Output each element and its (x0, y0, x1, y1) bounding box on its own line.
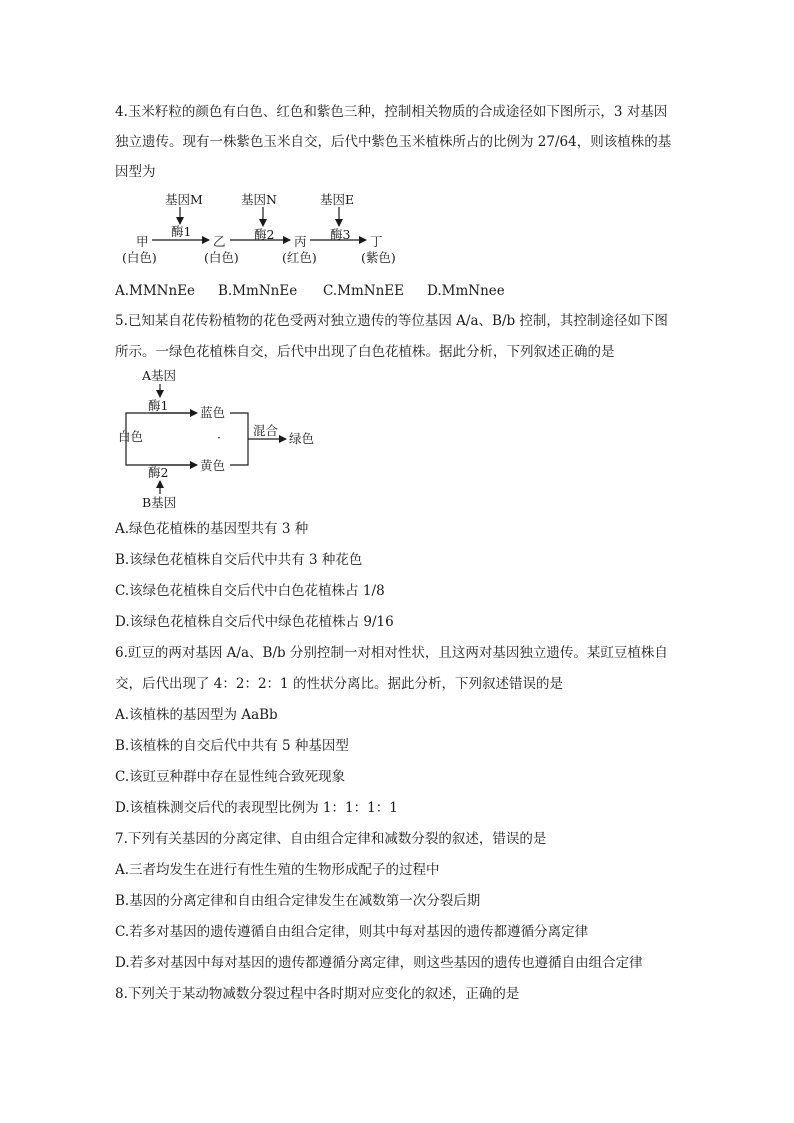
q4-stem-line2: 独立遗传。现有一株紫色玉米自交，后代中紫色玉米植株所占的比例为 27/64，则该植株的基 (115, 134, 672, 150)
q5-option-d: D.该绿色花植株自交后代中绿色花植株占 9/16 (115, 614, 394, 630)
q5-enzyme1-label: 酶1 (148, 398, 169, 413)
q4-option-b: B.MmNnEe (218, 283, 298, 299)
q5-center-dot: · (217, 430, 221, 445)
q4-node-yi: 乙 (213, 234, 226, 249)
q5-yellow-label: 黄色 (200, 458, 226, 473)
q5-white-label: 白色 (118, 429, 144, 444)
q6-stem-line1: 6.豇豆的两对基因 A/a、B/b 分别控制一对相对性状，且这两对基因独立遗传。某豇豆植株自 (115, 645, 668, 661)
q4-option-c: C.MmNnEE (323, 283, 404, 299)
q4-node-bing: 丙 (294, 234, 307, 249)
q4-node-jia: 甲 (136, 234, 149, 249)
q5-gene-b-label: B基因 (142, 495, 177, 510)
q6-option-c: C.该豇豆种群中存在显性纯合致死现象 (115, 769, 346, 785)
q4-bing-color: (红色) (282, 250, 317, 265)
q4-gene-e-label: 基因E (320, 192, 355, 207)
q7-option-c: C.若多对基因的遗传遵循自由组合定律，则其中每对基因的遗传都遵循分离定律 (115, 924, 589, 940)
q4-ding-color: (紫色) (361, 250, 396, 265)
q4-jia-color: (白色) (122, 250, 157, 265)
q6-option-b: B.该植株的自交后代中共有 5 种基因型 (115, 738, 349, 754)
q4-yi-color: (白色) (204, 250, 239, 265)
q7-stem-line1: 7.下列有关基因的分离定律、自由组合定律和减数分裂的叙述，错误的是 (115, 831, 547, 847)
q4-enzyme3-label: 酶3 (330, 227, 351, 242)
q5-green-label: 绿色 (289, 431, 315, 446)
q4-node-ding: 丁 (370, 234, 383, 249)
q4-option-a: A.MMNnEe (115, 283, 196, 299)
q6-option-a: A.该植株的基因型为 AaBb (115, 707, 278, 723)
q7-option-b: B.基因的分离定律和自由组合定律发生在减数第一次分裂后期 (115, 893, 481, 909)
q7-option-d: D.若多对基因中每对基因的遗传都遵循分离定律，则这些基因的遗传也遵循自由组合定律 (115, 955, 643, 971)
q4-gene-n-label: 基因N (241, 192, 277, 207)
q4-stem-line3: 因型为 (115, 164, 156, 180)
q6-stem-line2: 交，后代出现了 4：2：2：1 的性状分离比。据此分析，下列叙述错误的是 (115, 676, 563, 692)
q4-option-d: D.MmNnee (427, 283, 505, 299)
q5-option-b: B.该绿色花植株自交后代中共有 3 种花色 (115, 552, 363, 568)
q4-enzyme2-label: 酶2 (254, 227, 275, 242)
q5-stem-line2: 所示。一绿色花植株自交，后代中出现了白色花植株。据此分析，下列叙述正确的是 (115, 344, 615, 360)
q7-option-a: A.三者均发生在进行有性生殖的生物形成配子的过程中 (115, 862, 440, 878)
q4-pathway-diagram (0, 0, 794, 280)
q4-stem-line1: 4.玉米籽粒的颜色有白色、红色和紫色三种，控制相关物质的合成途径如下图所示，3 对基因 (115, 104, 668, 120)
q5-pathway-diagram (0, 360, 794, 520)
q5-blue-label: 蓝色 (200, 405, 226, 420)
q8-stem-line1: 8.下列关于某动物减数分裂过程中各时期对应变化的叙述，正确的是 (115, 986, 520, 1002)
q5-stem-line1: 5.已知某自花传粉植物的花色受两对独立遗传的等位基因 A/a、B/b 控制，其控制途径如下图 (115, 313, 668, 329)
q5-enzyme2-label: 酶2 (148, 465, 169, 480)
q5-mix-label: 混合 (253, 423, 279, 438)
q5-option-a: A.绿色花植株的基因型共有 3 种 (115, 521, 309, 537)
q4-gene-m-label: 基因M (165, 192, 203, 207)
q5-gene-a-label: A基因 (142, 368, 177, 383)
q4-enzyme1-label: 酶1 (171, 224, 192, 239)
q5-bracket-right (230, 413, 248, 465)
q5-option-c: C.该绿色花植株自交后代中白色花植株占 1/8 (115, 583, 385, 599)
q6-option-d: D.该植株测交后代的表现型比例为 1：1：1：1 (115, 800, 398, 816)
